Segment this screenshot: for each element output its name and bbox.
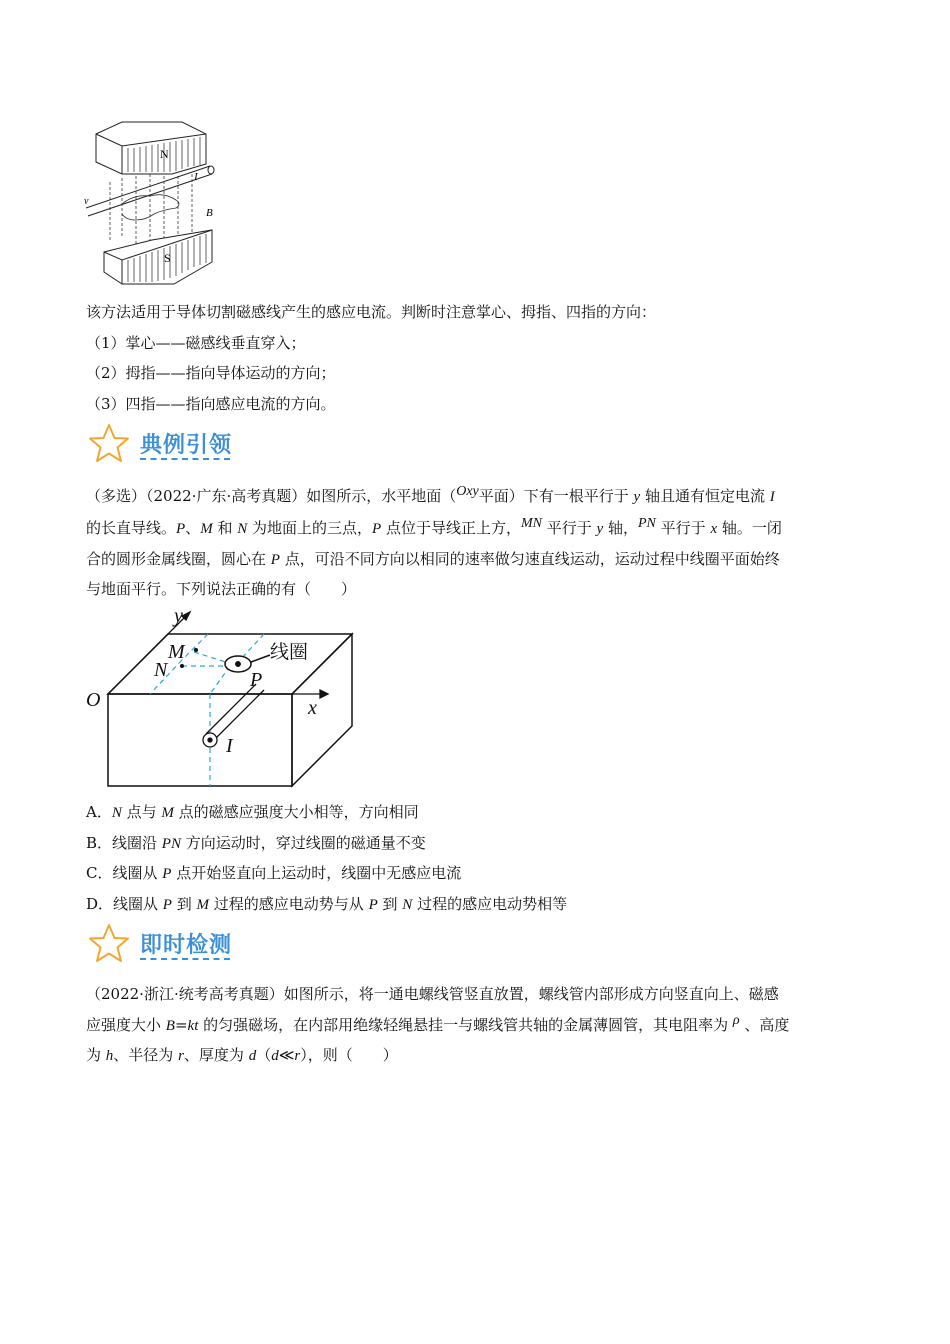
i-label: I (194, 171, 198, 183)
intro-line-2: （1）掌心——磁感线垂直穿入； (86, 334, 306, 352)
star-icon (86, 422, 132, 466)
south-magnet (104, 230, 212, 284)
coil (225, 655, 270, 672)
n-label: N (160, 147, 169, 161)
point-n (180, 664, 184, 668)
point-m (194, 648, 198, 652)
q2-line-3: 为 h、半径为 r、厚度为 d（d≪r），则（ ） (86, 1046, 398, 1064)
option-d[interactable]: D．线圈从 P 到 M 过程的感应电动势与从 P 到 N 过程的感应电动势相等 (86, 895, 568, 913)
q1-line-4: 与地面平行。下列说法正确的有（ ） (86, 580, 357, 598)
m-label: M (168, 641, 185, 663)
q1-line-3: 合的圆形金属线圈，圆心在 P 点，可沿不同方向以相同的速率做匀速直线运动，运动过程中线圈平面始终 (86, 550, 780, 568)
v-label: v (84, 196, 89, 207)
origin-label: O (86, 689, 101, 711)
q2-line-2: 应强度大小 B=kt 的匀强磁场，在内部用绝缘轻绳悬挂一与螺线管共轴的金属薄圆管，其电阻率为 ρ 、高度 (86, 1013, 790, 1034)
section-underline (140, 958, 230, 960)
option-b[interactable]: B．线圈沿 PN 方向运动时，穿过线圈的磁通量不变 (86, 834, 426, 852)
b-label: B (206, 207, 213, 219)
y-axis-label: y (174, 605, 183, 627)
q2-line-1: （2022·浙江·统考高考真题）如图所示，将一通电螺线管竖直放置，螺线管内部形成方向竖直向上、磁感 (86, 985, 779, 1003)
north-magnet (96, 122, 206, 174)
q1-line-2: 的长直导线。P、M 和 N 为地面上的三点，P 点位于导线正上方，MN 平行于 y 轴，PN 平行于 x 轴。一闭 (86, 516, 782, 537)
option-a[interactable]: A．N 点与 M 点的磁感应强度大小相等，方向相同 (86, 803, 419, 821)
s-label: S (164, 251, 171, 265)
intro-line-1: 该方法适用于导体切割磁感线产生的感应电流。判断时注意掌心、拇指、四指的方向： (86, 303, 657, 321)
section-underline (140, 458, 230, 460)
section-heading-practice (86, 922, 286, 966)
x-axis-label: x (308, 697, 317, 719)
coil-label: 线圈 (270, 641, 309, 663)
section-title: 即时检测 (140, 933, 233, 958)
p-label: P (250, 669, 263, 691)
star-icon (86, 922, 132, 966)
i-current-label: I (226, 735, 233, 757)
intro-line-4: （3）四指——指向感应电流的方向。 (86, 395, 336, 413)
hand-sketch (122, 195, 179, 220)
q1-line-1: （多选）（2022·广东·高考真题）如图所示，水平地面（Oxy平面）下有一根平行于 y 轴且通有恒定电流 I (86, 484, 775, 505)
section-title: 典例引领 (140, 433, 233, 458)
intro-line-3: （2）拇指——指向导体运动的方向； (86, 364, 336, 382)
section-heading-examples (86, 422, 286, 466)
right-hand-rule-figure (82, 112, 232, 292)
ground-wire-figure (84, 600, 364, 792)
option-c[interactable]: C．线圈从 P 点开始竖直向上运动时，线圈中无感应电流 (86, 864, 462, 882)
n-point-label: N (154, 659, 168, 681)
